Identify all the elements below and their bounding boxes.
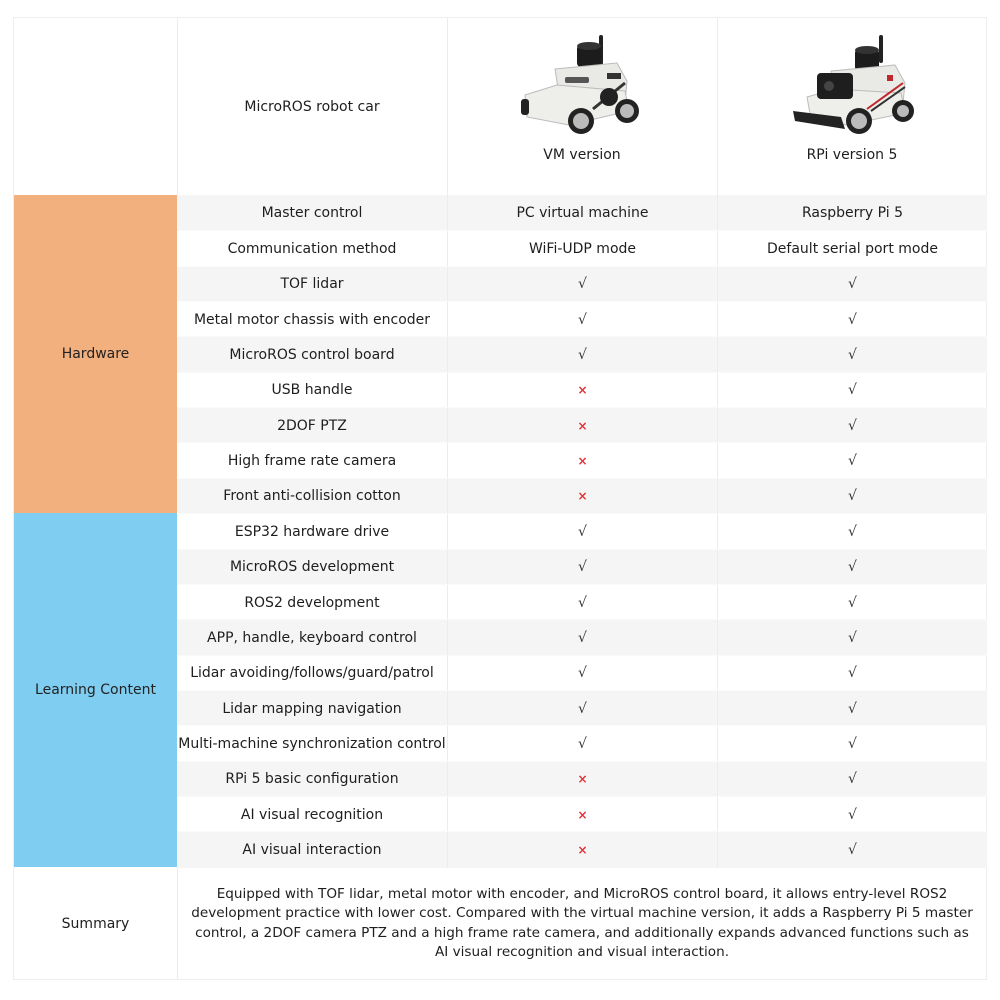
feature-name-cell xyxy=(177,373,447,408)
vm-value-cell xyxy=(447,195,717,230)
column-header-rpi-label: RPi version 5 xyxy=(806,147,898,163)
vm-value-cell xyxy=(447,302,717,337)
rpi-value-cell xyxy=(717,373,987,408)
check-icon: √ xyxy=(848,735,857,752)
divider xyxy=(447,18,448,195)
rpi-value-cell xyxy=(717,514,987,549)
feature-name-cell xyxy=(177,267,447,302)
column-header-vm xyxy=(447,18,717,195)
vm-value: PC virtual machine xyxy=(516,204,649,221)
feature-name: ROS2 development xyxy=(244,594,380,611)
cross-icon: × xyxy=(577,489,588,504)
feature-name: MicroROS development xyxy=(229,559,395,576)
vm-value-cell xyxy=(447,726,717,761)
table-row xyxy=(177,831,987,867)
table-row xyxy=(177,690,987,726)
rpi-value-cell xyxy=(717,832,987,867)
table-row xyxy=(177,336,987,372)
cross-icon: × xyxy=(577,454,588,469)
feature-name: AI visual interaction xyxy=(242,841,382,858)
table-row xyxy=(177,619,987,655)
cross-icon: × xyxy=(577,807,588,822)
feature-name-cell xyxy=(177,656,447,691)
product-title: MicroROS robot car xyxy=(244,98,380,115)
vm-value-cell xyxy=(447,620,717,655)
feature-name-cell xyxy=(177,479,447,514)
table-row xyxy=(177,725,987,761)
check-icon: √ xyxy=(578,594,587,611)
check-icon: √ xyxy=(848,453,857,470)
check-icon: √ xyxy=(848,276,857,293)
vm-value-cell xyxy=(447,514,717,549)
feature-name: TOF lidar xyxy=(280,276,344,293)
feature-name-cell xyxy=(177,408,447,443)
check-icon: √ xyxy=(848,382,857,399)
feature-name: APP, handle, keyboard control xyxy=(207,629,417,646)
feature-name: RPi 5 basic configuration xyxy=(225,771,399,788)
table-row xyxy=(177,372,987,408)
table-row xyxy=(177,549,987,585)
vm-value-cell xyxy=(447,231,717,266)
feature-name: AI visual recognition xyxy=(240,806,384,823)
feature-name-cell xyxy=(177,231,447,266)
feature-name-cell xyxy=(177,620,447,655)
summary-text: Equipped with TOF lidar, metal motor with encoder, and MicroROS control board, it allows entry-level ROS2 development practice with lower cost. Compared with the virtual machine version, it adds a Raspberry Pi 5 master control, a 2DOF camera PTZ and a high frame rate camera, and additionally expands advanced functions such as AI visual recognition and visual interaction. xyxy=(191,885,973,960)
column-header-vm-label: VM version xyxy=(543,147,621,163)
divider xyxy=(177,18,178,195)
table-row xyxy=(177,301,987,337)
check-icon: √ xyxy=(848,700,857,717)
rpi-value-cell xyxy=(717,267,987,302)
feature-name-cell xyxy=(177,550,447,585)
group-learning-content: Learning Content xyxy=(14,513,177,867)
rpi-value-cell xyxy=(717,691,987,726)
feature-name: 2DOF PTZ xyxy=(277,417,347,434)
feature-name-cell xyxy=(177,195,447,230)
vm-value-cell xyxy=(447,550,717,585)
vm-value-cell xyxy=(447,656,717,691)
rpi-value-cell xyxy=(717,195,987,230)
robot-car-vm-icon xyxy=(517,33,647,137)
check-icon: √ xyxy=(848,311,857,328)
check-icon: √ xyxy=(848,806,857,823)
rpi-value-cell xyxy=(717,620,987,655)
feature-name-cell xyxy=(177,797,447,832)
check-icon: √ xyxy=(578,276,587,293)
rpi-value-cell xyxy=(717,797,987,832)
feature-name-cell xyxy=(177,726,447,761)
check-icon: √ xyxy=(848,417,857,434)
rpi-value-cell xyxy=(717,656,987,691)
check-icon: √ xyxy=(578,523,587,540)
check-icon: √ xyxy=(848,559,857,576)
cross-icon: × xyxy=(577,383,588,398)
feature-name: Front anti-collision cotton xyxy=(223,488,401,505)
check-icon: √ xyxy=(848,629,857,646)
table-row xyxy=(177,513,987,549)
rpi-value-cell xyxy=(717,408,987,443)
feature-name-cell xyxy=(177,443,447,478)
vm-value-cell xyxy=(447,762,717,797)
check-icon: √ xyxy=(848,841,857,858)
rpi-value-cell xyxy=(717,726,987,761)
table-row xyxy=(177,442,987,478)
rpi-value-cell xyxy=(717,550,987,585)
column-header-rpi xyxy=(717,18,987,195)
rpi-value-cell xyxy=(717,585,987,620)
vm-value-cell xyxy=(447,337,717,372)
table-row xyxy=(177,266,987,302)
divider xyxy=(717,18,718,195)
rpi-value-cell xyxy=(717,302,987,337)
vm-value-cell xyxy=(447,443,717,478)
feature-name-cell xyxy=(177,302,447,337)
rpi-value-cell xyxy=(717,337,987,372)
summary-label: Summary xyxy=(61,915,130,932)
comparison-table xyxy=(13,17,987,980)
vm-value-cell xyxy=(447,479,717,514)
vm-value-cell xyxy=(447,585,717,620)
check-icon: √ xyxy=(848,347,857,364)
feature-name: Metal motor chassis with encoder xyxy=(193,311,431,328)
feature-name: Communication method xyxy=(227,241,397,258)
feature-name-cell xyxy=(177,762,447,797)
feature-name: Lidar avoiding/follows/guard/patrol xyxy=(190,665,434,682)
check-icon: √ xyxy=(578,347,587,364)
cross-icon: × xyxy=(577,418,588,433)
cross-icon: × xyxy=(577,842,588,857)
check-icon: √ xyxy=(848,488,857,505)
feature-name-cell xyxy=(177,514,447,549)
vm-value: WiFi-UDP mode xyxy=(528,241,637,258)
feature-name-cell xyxy=(177,832,447,867)
check-icon: √ xyxy=(578,311,587,328)
feature-name: Multi-machine synchronization control xyxy=(178,735,446,752)
rpi-value-cell xyxy=(717,443,987,478)
check-icon: √ xyxy=(848,665,857,682)
rpi-value: Default serial port mode xyxy=(767,241,938,258)
vm-value-cell xyxy=(447,691,717,726)
feature-name-cell xyxy=(177,691,447,726)
table-row xyxy=(177,796,987,832)
feature-name: Lidar mapping navigation xyxy=(222,700,402,717)
check-icon: √ xyxy=(578,665,587,682)
rpi-value-cell xyxy=(717,479,987,514)
check-icon: √ xyxy=(848,771,857,788)
feature-name-cell xyxy=(177,337,447,372)
feature-name: Master control xyxy=(261,204,363,221)
vm-value-cell xyxy=(447,373,717,408)
check-icon: √ xyxy=(578,559,587,576)
table-row xyxy=(177,407,987,443)
group-hardware: Hardware xyxy=(14,195,177,513)
table-row xyxy=(177,478,987,514)
rpi-value-cell xyxy=(717,762,987,797)
feature-name: USB handle xyxy=(271,382,353,399)
check-icon: √ xyxy=(578,735,587,752)
feature-name: MicroROS control board xyxy=(229,347,395,364)
rpi-value: Raspberry Pi 5 xyxy=(801,204,904,221)
robot-car-rpi-icon xyxy=(787,33,917,137)
table-row xyxy=(177,761,987,797)
feature-name: ESP32 hardware drive xyxy=(234,523,390,540)
feature-name-cell xyxy=(177,585,447,620)
vm-value-cell xyxy=(447,832,717,867)
table-row xyxy=(177,584,987,620)
table-row xyxy=(177,195,987,230)
vm-value-cell xyxy=(447,408,717,443)
table-row xyxy=(177,655,987,691)
check-icon: √ xyxy=(848,523,857,540)
feature-name: High frame rate camera xyxy=(227,453,397,470)
cross-icon: × xyxy=(577,772,588,787)
vm-value-cell xyxy=(447,797,717,832)
rpi-value-cell xyxy=(717,231,987,266)
check-icon: √ xyxy=(848,594,857,611)
vm-value-cell xyxy=(447,267,717,302)
check-icon: √ xyxy=(578,700,587,717)
check-icon: √ xyxy=(578,629,587,646)
table-row xyxy=(177,230,987,266)
